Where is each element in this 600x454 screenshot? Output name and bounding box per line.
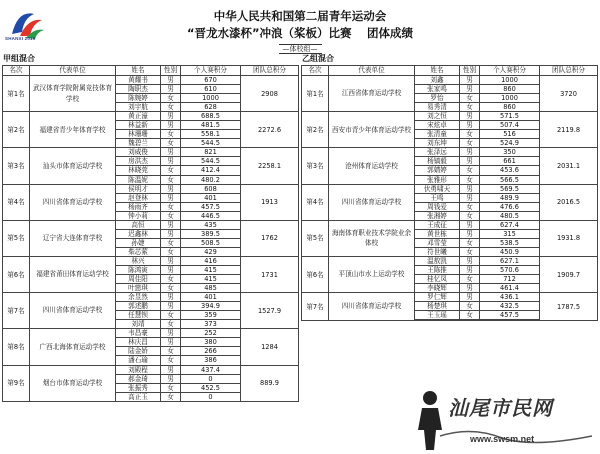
score-cell: 457.5 [480, 311, 540, 320]
table-row [302, 148, 598, 157]
table-row [3, 220, 299, 229]
watermark-url: www.swsm.net [470, 434, 535, 444]
score-cell: 412.4 [181, 166, 241, 175]
name-cell: 陆金娇 [116, 347, 161, 356]
name-cell: 孙婕 [116, 238, 161, 247]
name-cell: 周佳阳 [116, 275, 161, 284]
score-cell: 569.5 [480, 184, 540, 193]
gender-cell: 男 [460, 121, 480, 130]
gender-cell: 男 [161, 121, 181, 130]
table-row [302, 112, 598, 121]
name-cell: 李晓辉 [415, 284, 460, 293]
score-cell: 571.5 [480, 112, 540, 121]
name-cell: 柴芯萦 [116, 247, 161, 256]
rank-cell: 第3名 [3, 148, 30, 184]
rank-cell: 第6名 [302, 256, 329, 292]
table-row [3, 293, 299, 302]
right-results-table [301, 65, 598, 321]
team-total-cell: 1731 [241, 256, 299, 292]
score-cell: 429 [181, 247, 241, 256]
score-cell: 627.4 [480, 220, 540, 229]
unit-cell: 汕头市体育运动学校 [30, 148, 116, 184]
table-header-row [302, 66, 598, 76]
score-cell: 359 [181, 311, 241, 320]
score-cell: 480.2 [181, 175, 241, 184]
score-cell: 394.9 [181, 302, 241, 311]
unit-cell: 福建省莆田体育运动学校 [30, 256, 116, 292]
score-cell: 401 [181, 193, 241, 202]
unit-cell: 四川省体育运动学校 [30, 293, 116, 329]
table-row [302, 256, 598, 265]
gender-cell: 女 [460, 202, 480, 211]
unit-cell: 平顶山市水上运动学校 [329, 256, 415, 292]
name-cell: 房洪杰 [116, 157, 161, 166]
gender-cell: 女 [460, 175, 480, 184]
rank-cell: 第1名 [3, 76, 30, 112]
score-cell: 457.5 [181, 202, 241, 211]
team-total-cell: 1913 [241, 184, 299, 220]
name-cell: 刘之恒 [415, 112, 460, 121]
score-cell: 450.9 [480, 247, 540, 256]
gender-cell: 男 [161, 148, 181, 157]
gender-cell: 女 [161, 383, 181, 392]
table-row [302, 220, 598, 229]
name-cell: 赵登林 [116, 193, 161, 202]
team-total-cell: 3720 [540, 76, 598, 112]
gender-cell: 女 [460, 139, 480, 148]
gender-cell: 女 [161, 130, 181, 139]
score-cell: 436.1 [480, 293, 540, 302]
gender-cell: 男 [460, 184, 480, 193]
score-cell: 476.6 [480, 202, 540, 211]
table-row [3, 256, 299, 265]
gender-cell: 女 [161, 94, 181, 103]
name-cell: 邓雪莹 [415, 238, 460, 247]
score-cell: 558.1 [181, 130, 241, 139]
score-cell: 860 [480, 85, 540, 94]
gender-cell: 男 [460, 148, 480, 157]
name-cell: 王鸣 [415, 193, 460, 202]
score-cell: 0 [181, 374, 241, 383]
score-cell: 435 [181, 220, 241, 229]
gender-cell: 女 [161, 238, 181, 247]
page-subtitle: “晋龙水漆杯”冲浪（桨板）比赛 团体成绩 [186, 26, 414, 40]
name-cell: 余昱然 [116, 293, 161, 302]
gender-cell: 女 [460, 275, 480, 284]
score-cell: 608 [181, 184, 241, 193]
gender-cell: 女 [161, 275, 181, 284]
unit-cell: 沧州体育运动学校 [329, 148, 415, 184]
name-cell: 符世曦 [415, 247, 460, 256]
name-cell: 刘宇航 [116, 103, 161, 112]
team-total-cell: 1284 [241, 329, 299, 365]
score-cell: 821 [181, 148, 241, 157]
name-cell: 陈温妮 [116, 175, 161, 184]
name-cell: 郭述鹏 [116, 302, 161, 311]
name-cell: 张家鸣 [415, 85, 460, 94]
score-cell: 544.5 [181, 139, 241, 148]
gender-cell: 女 [161, 202, 181, 211]
name-cell: 黄世栋 [415, 229, 460, 238]
name-cell: 潘石瑜 [116, 356, 161, 365]
gender-cell: 男 [460, 256, 480, 265]
name-cell: 林益新 [116, 121, 161, 130]
score-cell: 386 [181, 356, 241, 365]
rank-cell: 第6名 [3, 256, 30, 292]
team-total-cell: 1527.9 [241, 293, 299, 329]
team-total-cell: 1762 [241, 220, 299, 256]
name-cell: 桂忆凤 [415, 275, 460, 284]
gender-cell: 女 [460, 166, 480, 175]
score-cell: 688.5 [181, 112, 241, 121]
name-cell: 刘靖 [116, 320, 161, 329]
rank-cell: 第2名 [3, 112, 30, 148]
gender-cell: 女 [460, 247, 480, 256]
unit-cell: 江西省体育运动学校 [329, 76, 415, 112]
gender-cell: 男 [161, 374, 181, 383]
gender-cell: 男 [161, 112, 181, 121]
name-cell: 任慧钡 [116, 311, 161, 320]
gender-cell: 男 [161, 76, 181, 85]
score-cell: 380 [181, 338, 241, 347]
score-cell: 712 [480, 275, 540, 284]
score-cell [480, 320, 540, 321]
table-row [3, 365, 299, 374]
column-header: 名次 [3, 66, 30, 76]
table-row [302, 184, 598, 193]
name-cell: 宋炫卓 [415, 121, 460, 130]
score-cell: 480.5 [480, 211, 540, 220]
rank-cell: 第3名 [302, 148, 329, 184]
column-header: 个人赛积分 [181, 66, 241, 76]
score-cell: 524.9 [480, 139, 540, 148]
score-cell: 415 [181, 275, 241, 284]
unit-cell: 烟台市体育运动学校 [30, 365, 116, 401]
score-cell: 416 [181, 256, 241, 265]
gender-cell: 女 [460, 211, 480, 220]
score-cell: 401 [181, 293, 241, 302]
logo-text: SHANXI 2019 [5, 36, 36, 41]
team-total-cell: 2258.1 [241, 148, 299, 184]
gender-cell: 女 [161, 347, 181, 356]
gender-cell [460, 320, 480, 321]
unit-cell: 武汉体育学院附属竞技体育学校 [30, 76, 116, 112]
gender-cell: 男 [161, 193, 181, 202]
team-total-cell: 2908 [241, 76, 299, 112]
name-cell: 杨镐毅 [415, 157, 460, 166]
table-row [302, 76, 598, 85]
gender-cell: 女 [460, 103, 480, 112]
name-cell: 王陈推 [415, 265, 460, 274]
name-cell: 张振秀 [116, 383, 161, 392]
name-cell: 刘威俊 [116, 148, 161, 157]
rank-cell: 第9名 [3, 365, 30, 401]
rank-cell: 第5名 [3, 220, 30, 256]
gender-cell: 男 [161, 229, 181, 238]
score-cell: 266 [181, 347, 241, 356]
gender-cell: 男 [161, 85, 181, 94]
gender-cell: 男 [161, 220, 181, 229]
score-cell: 452.5 [181, 383, 241, 392]
rank-cell: 第5名 [302, 220, 329, 256]
score-cell: 1000 [181, 94, 241, 103]
gender-cell: 女 [460, 130, 480, 139]
name-cell: 林晓莞 [116, 166, 161, 175]
name-cell: 韦昌豪 [116, 329, 161, 338]
rank-cell: 第4名 [302, 184, 329, 220]
unit-cell: 西安市青少年体育运动学校 [329, 112, 415, 148]
gender-cell: 女 [161, 356, 181, 365]
gender-cell: 男 [460, 229, 480, 238]
score-cell: 628 [181, 103, 241, 112]
gender-cell: 男 [161, 329, 181, 338]
team-total-cell: 889.9 [241, 365, 299, 401]
gender-cell: 女 [161, 103, 181, 112]
table-row [302, 293, 598, 302]
name-cell: 郭婧婷 [415, 166, 460, 175]
gender-cell: 男 [460, 284, 480, 293]
score-cell: 1000 [480, 76, 540, 85]
gender-cell: 男 [161, 184, 181, 193]
score-cell: 566.5 [480, 175, 540, 184]
gender-cell: 女 [161, 139, 181, 148]
left-results-table [2, 65, 299, 402]
gender-cell: 男 [460, 112, 480, 121]
score-cell: 507.4 [480, 121, 540, 130]
column-header: 姓名 [415, 66, 460, 76]
column-header: 团队总积分 [540, 66, 598, 76]
score-cell: 1000 [480, 94, 540, 103]
team-total-cell: 2016.5 [540, 184, 598, 220]
unit-cell: 辽宁省大连体育学校 [30, 220, 116, 256]
score-cell: 315 [480, 229, 540, 238]
gender-cell: 男 [161, 265, 181, 274]
score-cell: 373 [181, 320, 241, 329]
name-cell: 侯明才 [116, 184, 161, 193]
gender-cell: 女 [161, 392, 181, 401]
unit-cell: 四川省体育运动学校 [329, 293, 415, 321]
score-cell: 670 [181, 76, 241, 85]
gender-cell: 男 [460, 293, 480, 302]
score-cell: 485 [181, 284, 241, 293]
rank-cell: 第7名 [3, 293, 30, 329]
team-total-cell: 2119.8 [540, 112, 598, 148]
score-cell: 570.6 [480, 265, 540, 274]
name-cell: 高正玉 [116, 392, 161, 401]
group-label: —体校组— [0, 44, 600, 54]
name-cell: 张湘婷 [415, 211, 460, 220]
score-cell: 489.9 [480, 193, 540, 202]
name-cell: 黄耀书 [116, 76, 161, 85]
unit-cell: 广西北海体育运动学校 [30, 329, 116, 365]
team-total-cell: 1909.7 [540, 256, 598, 292]
score-cell: 350 [480, 148, 540, 157]
name-cell: 张泽远 [415, 148, 460, 157]
unit-cell: 海南体育职业技术学院业余体校 [329, 220, 415, 256]
gender-cell: 女 [161, 284, 181, 293]
table-header-row [3, 66, 299, 76]
name-cell: 林兴 [116, 256, 161, 265]
unit-cell: 四川省体育运动学校 [30, 184, 116, 220]
name-cell: 陈鸿寅 [116, 265, 161, 274]
name-cell: 刘鑫 [415, 76, 460, 85]
column-header: 名次 [302, 66, 329, 76]
name-cell: 王成征 [415, 220, 460, 229]
gender-cell: 女 [460, 311, 480, 320]
gender-cell: 男 [161, 293, 181, 302]
name-cell: 张清童 [415, 130, 460, 139]
name-cell: 温敖凯 [415, 256, 460, 265]
column-header: 团队总积分 [241, 66, 299, 76]
name-cell: 林珊珊 [116, 130, 161, 139]
column-header: 性别 [161, 66, 181, 76]
rank-cell: 第7名 [302, 293, 329, 321]
gender-cell: 女 [161, 311, 181, 320]
gender-cell: 女 [161, 166, 181, 175]
name-cell: 周钱爱 [415, 202, 460, 211]
team-total-cell: 2031.1 [540, 148, 598, 184]
table-row [3, 148, 299, 157]
score-cell: 610 [181, 85, 241, 94]
gender-cell: 女 [161, 211, 181, 220]
score-cell: 389.5 [181, 229, 241, 238]
column-header: 个人赛积分 [480, 66, 540, 76]
score-cell: 860 [480, 103, 540, 112]
score-cell: 446.5 [181, 211, 241, 220]
gender-cell: 女 [161, 320, 181, 329]
score-cell: 508.5 [181, 238, 241, 247]
table-row [3, 112, 299, 121]
team-total-cell: 2272.6 [241, 112, 299, 148]
name-cell: 易秀清 [415, 103, 460, 112]
name-cell: 魏碧兰 [116, 139, 161, 148]
unit-cell: 四川省体育运动学校 [329, 184, 415, 220]
score-cell: 544.5 [181, 157, 241, 166]
name-cell: 黄正濠 [116, 112, 161, 121]
name-cell: 张雅形 [415, 175, 460, 184]
gender-cell: 女 [460, 238, 480, 247]
score-cell: 538.5 [480, 238, 540, 247]
column-header: 代表单位 [329, 66, 415, 76]
name-cell: 刘殿程 [116, 365, 161, 374]
score-cell: 627.1 [480, 256, 540, 265]
name-cell: 迟鑫林 [116, 229, 161, 238]
score-cell: 252 [181, 329, 241, 338]
name-cell: 高恒 [116, 220, 161, 229]
right-group-title: 乙组混合 [302, 54, 334, 63]
name-cell [415, 320, 460, 321]
gender-cell: 男 [460, 76, 480, 85]
score-cell: 481.5 [181, 121, 241, 130]
score-cell: 661 [480, 157, 540, 166]
gender-cell: 男 [460, 193, 480, 202]
name-cell: 刘东坤 [415, 139, 460, 148]
team-total-cell: 1787.5 [540, 293, 598, 321]
name-cell: 钟小莉 [116, 211, 161, 220]
score-cell: 453.6 [480, 166, 540, 175]
rank-cell: 第4名 [3, 184, 30, 220]
gender-cell: 男 [161, 302, 181, 311]
gender-cell: 男 [161, 365, 181, 374]
score-cell: 461.4 [480, 284, 540, 293]
watermark-title: 汕尾市民网 [448, 396, 553, 420]
gender-cell: 男 [161, 338, 181, 347]
score-cell: 415 [181, 265, 241, 274]
table-row [3, 184, 299, 193]
rank-cell: 第1名 [302, 76, 329, 112]
gender-cell: 女 [460, 94, 480, 103]
name-cell: 伏勇啸天 [415, 184, 460, 193]
name-cell: 杨雨齐 [116, 202, 161, 211]
gender-cell: 男 [161, 256, 181, 265]
column-header: 性别 [460, 66, 480, 76]
gender-cell: 女 [161, 247, 181, 256]
gender-cell: 男 [460, 220, 480, 229]
page-title: 中华人民共和国第二届青年运动会 [213, 9, 387, 23]
gender-cell: 女 [161, 175, 181, 184]
table-row [3, 329, 299, 338]
team-total-cell: 1931.8 [540, 220, 598, 256]
name-cell: 郝金琦 [116, 374, 161, 383]
unit-cell: 福建省青少年体育学校 [30, 112, 116, 148]
name-cell: 林庆昌 [116, 338, 161, 347]
name-cell: 陈婉婷 [116, 94, 161, 103]
name-cell: 罗仁辉 [415, 293, 460, 302]
name-cell: 罗怡 [415, 94, 460, 103]
score-cell: 432.5 [480, 302, 540, 311]
gender-cell: 男 [460, 265, 480, 274]
name-cell: 叶戀琪 [116, 284, 161, 293]
rank-cell: 第2名 [302, 112, 329, 148]
column-header: 代表单位 [30, 66, 116, 76]
left-group-title: 甲组混合 [3, 54, 35, 63]
score-cell: 0 [181, 392, 241, 401]
gender-cell: 女 [460, 302, 480, 311]
gender-cell: 男 [460, 157, 480, 166]
table-row [3, 76, 299, 85]
gender-cell: 男 [161, 157, 181, 166]
name-cell: 王玉瑶 [415, 311, 460, 320]
column-header: 姓名 [116, 66, 161, 76]
name-cell: 杨楚琪 [415, 302, 460, 311]
score-cell: 516 [480, 130, 540, 139]
score-cell: 437.4 [181, 365, 241, 374]
gender-cell: 男 [460, 85, 480, 94]
name-cell: 陶职杰 [116, 85, 161, 94]
rank-cell: 第8名 [3, 329, 30, 365]
